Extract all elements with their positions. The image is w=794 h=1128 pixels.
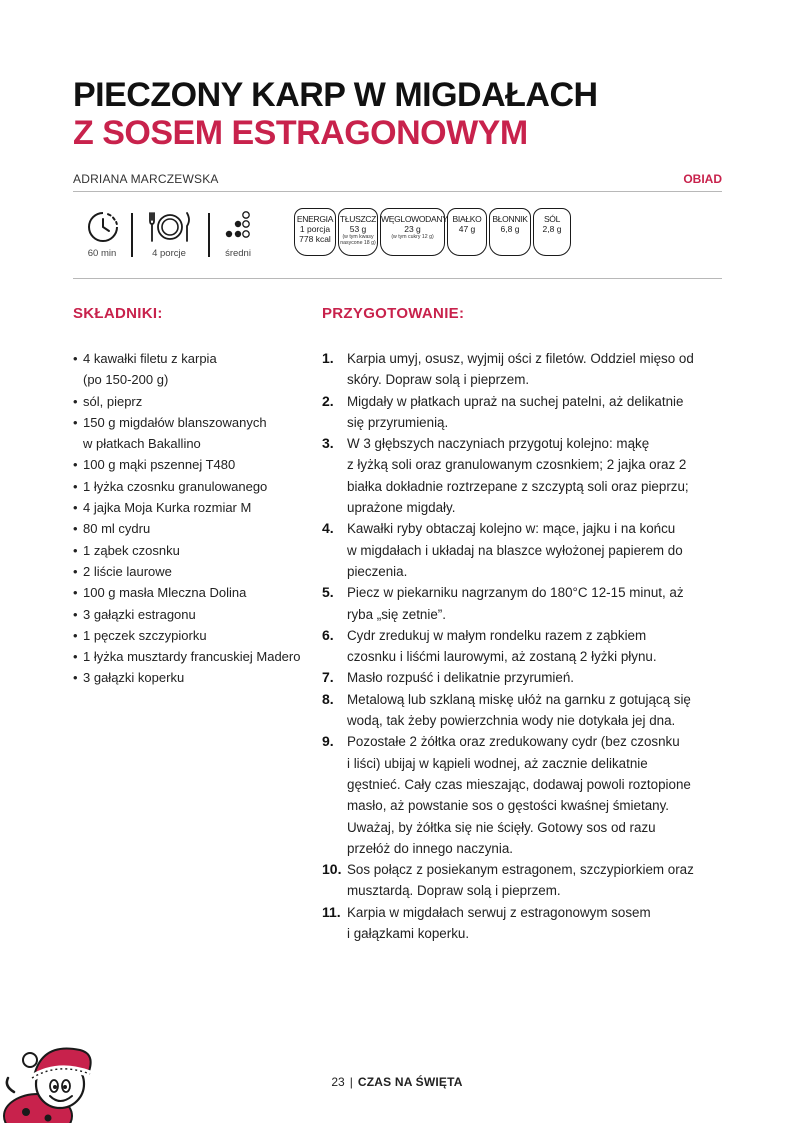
nutrition-energy — [294, 208, 336, 256]
list-item: • 150 g migdałów blanszowanych w płatkach Bakallino — [73, 412, 308, 455]
list-item: • 1 łyżka czosnku granulowanego — [73, 476, 308, 497]
nutrition-name: BŁONNIK — [492, 214, 528, 224]
publication-name: CZAS NA ŚWIĘTA — [357, 1075, 463, 1089]
nutrition-value: 47 g — [458, 224, 476, 234]
preparation-heading: PRZYGOTOWANIE: — [322, 305, 465, 322]
step-item: 4. Kawałki ryby obtaczaj kolejno w: mące, jajku i na końcu w migdałach i układaj na blaszce wyłożonej papierem do pieczenia. — [322, 520, 683, 579]
page-footer — [0, 1075, 794, 1089]
step-item: 5. Piecz w piekarniku nagrzanym do 180°C 12-15 minut, aż ryba „się zetnie”. — [322, 584, 684, 622]
step-item: 10. Sos połącz z posiekanym estragonem, szczypiorkiem oraz musztardą. Dopraw solą i pieprzem. — [322, 861, 694, 899]
step-item: 9. Pozostałe 2 żółtka oraz zredukowany cydr (bez czosnku i liści) ubijaj w kąpieli wodnej, aż zacznie delikatnie gęstnieć. Cały czas mieszając, dodawaj powoli roztopione masło, aż powstanie sos o gęstości kwaśnej śmietany. Uważaj, by żółtka się nie ścięły. Gotowy sos od razu przełóż do innego naczynia. — [322, 733, 691, 856]
clock-icon — [86, 210, 120, 249]
step-item: 7. Masło rozpuść i delikatnie przyrumień. — [322, 669, 574, 686]
nutrition-salt — [533, 208, 571, 256]
list-item: • 1 ząbek czosnku — [73, 540, 308, 561]
nutrition-name: ENERGIA — [296, 214, 334, 224]
nutrition-sub: (w tym kwasy nasycone 18 g) — [340, 234, 376, 246]
nutrition-value: 2,8 g — [542, 224, 562, 234]
footer-separator: | — [349, 1075, 353, 1089]
step-item: 6. Cydr zredukuj w małym rondelku razem z ząbkiem czosnku i liśćmi laurowymi, aż zostaną 2 łyżki płynu. — [322, 626, 657, 665]
nutrition-name: SÓL — [543, 214, 561, 224]
list-item: • 3 gałązki estragonu — [73, 604, 308, 625]
category-label: OBIAD — [683, 172, 722, 186]
page-number: 23 — [331, 1075, 345, 1089]
recipe-title-line2: Z SOSEM ESTRAGONOWYM — [73, 114, 528, 152]
meta-divider-bottom — [73, 278, 722, 279]
recipe-title — [73, 76, 598, 152]
nutrition-name: TŁUSZCZ — [339, 214, 377, 224]
list-item: • 1 łyżka musztardy francuskiej Madero — [73, 646, 308, 667]
cutlery-plate-icon — [146, 210, 192, 249]
nutrition-name: BIAŁKO — [452, 214, 482, 224]
nutrition-value: 1 porcja — [299, 224, 331, 234]
list-item: • 100 g mąki pszennej T480 — [73, 454, 308, 475]
nutrition-fiber — [489, 208, 531, 256]
time-label: 60 min — [87, 248, 117, 259]
step-item: 11. Karpia w migdałach serwuj z estragonowym sosem i gałązkami koperku. — [322, 903, 651, 942]
list-item: • 80 ml cydru — [73, 518, 308, 539]
meta-divider — [131, 213, 133, 257]
portions-label: 4 porcje — [152, 248, 186, 259]
step-item: 2. Migdały w płatkach upraż na suchej patelni, aż delikatnie się przyrumienią. — [322, 392, 684, 430]
nutrition-fat — [338, 208, 378, 256]
ingredients-heading: SKŁADNIKI: — [73, 305, 163, 322]
top-divider — [73, 191, 722, 192]
list-item: • 4 kawałki filetu z karpia (po 150-200 g) — [73, 348, 308, 391]
nutrition-value: 23 g — [404, 224, 421, 234]
list-item: • 100 g masła Mleczna Dolina — [73, 582, 308, 603]
list-item: • 4 jajka Moja Kurka rozmiar M — [73, 497, 308, 518]
nutrition-value: 53 g — [349, 224, 367, 234]
difficulty-label: średni — [225, 248, 251, 259]
author-name: ADRIANA MARCZEWSKA — [73, 172, 219, 186]
step-item: 3. W 3 głębszych naczyniach przygotuj kolejno: mąkę z łyżką soli oraz granulowanym czosnkiem; 2 jajka oraz 2 białka dokładnie roztrzepane z szczyptą soli oraz pieprzu; uprażone migdały. — [322, 435, 689, 516]
step-item: 8. Metalową lub szklaną miskę ułóż na garnku z gotującą się wodą, tak żeby powierzchnia wody nie dotykała jej dna. — [322, 690, 691, 729]
nutrition-sub: (w tym cukry 12 g) — [391, 234, 434, 240]
list-item: • 3 gałązki koperku — [73, 667, 308, 688]
nutrition-extra: 778 kcal — [299, 234, 331, 244]
preparation-steps — [322, 348, 724, 944]
recipe-title-line1: PIECZONY KARP W MIGDAŁACH — [73, 76, 598, 114]
nutrition-name: WĘGLOWODANY — [381, 214, 448, 224]
list-item: • 1 pęczek szczypiorku — [73, 625, 308, 646]
nutrition-carbs — [380, 208, 448, 256]
nutrition-protein — [447, 208, 487, 256]
list-item: • sól, pieprz — [73, 391, 308, 412]
ingredients-list — [73, 348, 308, 689]
step-item: 1. Karpia umyj, osusz, wyjmij ości z filetów. Oddziel mięso od skóry. Dopraw solą i pieprzem. — [322, 350, 694, 388]
mascot-santa-icon — [0, 1020, 100, 1128]
nutrition-value: 6,8 g — [500, 224, 520, 234]
difficulty-dots-icon — [224, 210, 252, 245]
list-item: • 2 liście laurowe — [73, 561, 308, 582]
